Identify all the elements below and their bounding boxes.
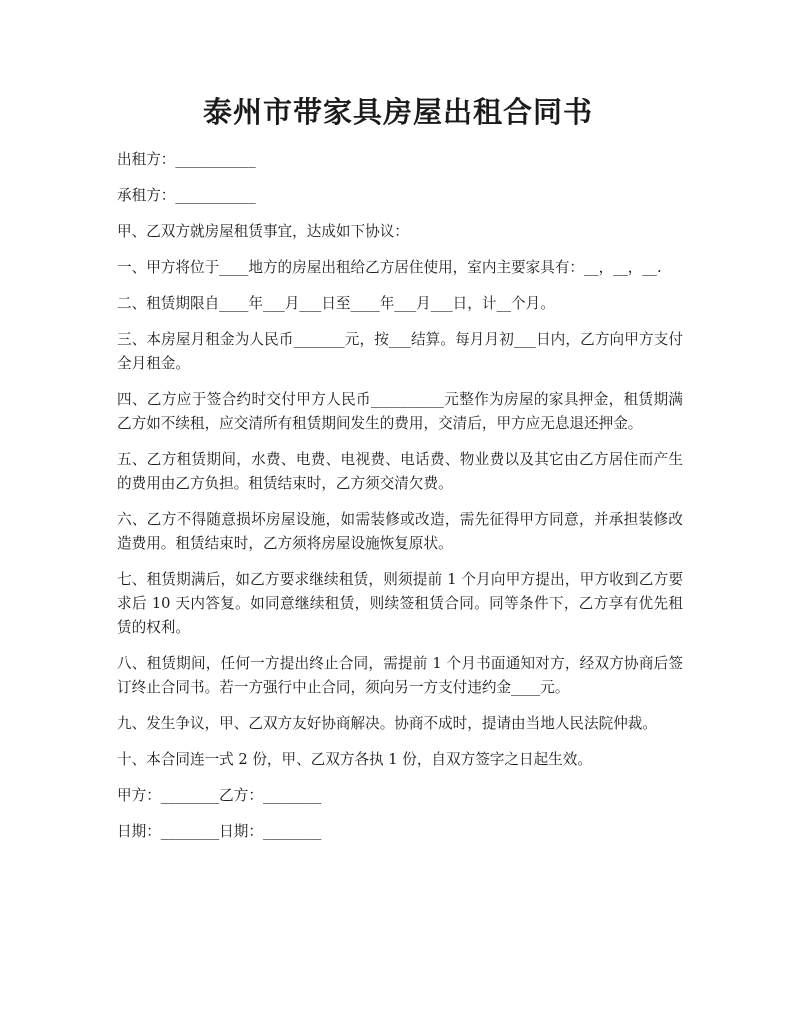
document-body [117, 148, 683, 856]
clause-5: 五、乙方租赁期间，水费、电费、电视费、电话费、物业费以及其它由乙方居住而产生的费用由乙方负担。租赁结束时，乙方须交清欠费。 [117, 451, 683, 492]
lessee-line: 承租方：___________ [117, 187, 256, 204]
clause-10: 十、本合同连一式 2 份，甲、乙双方各执 1 份，自双方签字之日起生效。 [117, 751, 592, 768]
document-title: 泰州市带家具房屋出租合同书 [202, 95, 593, 129]
lessor-line: 出租方：___________ [117, 151, 256, 168]
clause-9: 九、发生争议，甲、乙双方友好协商解决。协商不成时，提请由当地人民法院仲裁。 [117, 715, 657, 732]
clause-8: 八、租赁期间，任何一方提出终止合同，需提前 1 个月书面通知对方，经双方协商后签订终止合同书。若一方强行中止合同，须向另一方支付违约金____元。 [117, 655, 683, 696]
clause-1: 一、甲方将位于____地方的房屋出租给乙方居住使用，室内主要家具有：__，__，__. [117, 259, 662, 276]
signature-line: 甲方：________乙方：________ [117, 787, 322, 804]
date-line: 日期：________日期：________ [117, 823, 322, 840]
clause-7: 七、租赁期满后，如乙方要求继续租赁，则须提前 1 个月向甲方提出，甲方收到乙方要求后 10 天内答复。如同意继续租赁，则续签租赁合同。同等条件下，乙方享有优先租赁的权利。 [117, 571, 683, 636]
clause-4: 四、乙方应于签合约时交付甲方人民币__________元整作为房屋的家具押金，租赁期满乙方如不续租，应交清所有租赁期间发生的费用，交清后，甲方应无息退还押金。 [117, 391, 683, 432]
clause-6: 六、乙方不得随意损坏房屋设施，如需装修或改造，需先征得甲方同意，并承担装修改造费用。租赁结束时，乙方须将房屋设施恢复原状。 [117, 511, 683, 552]
clause-3: 三、本房屋月租金为人民币_______元，按___结算。每月月初___日内，乙方向甲方支付全月租金。 [117, 331, 683, 372]
clause-2: 二、租赁期限自____年___月___日至____年___月___日，计__个月。 [117, 295, 555, 312]
agreement-intro: 甲、乙双方就房屋租赁事宜，达成如下协议： [117, 223, 409, 240]
